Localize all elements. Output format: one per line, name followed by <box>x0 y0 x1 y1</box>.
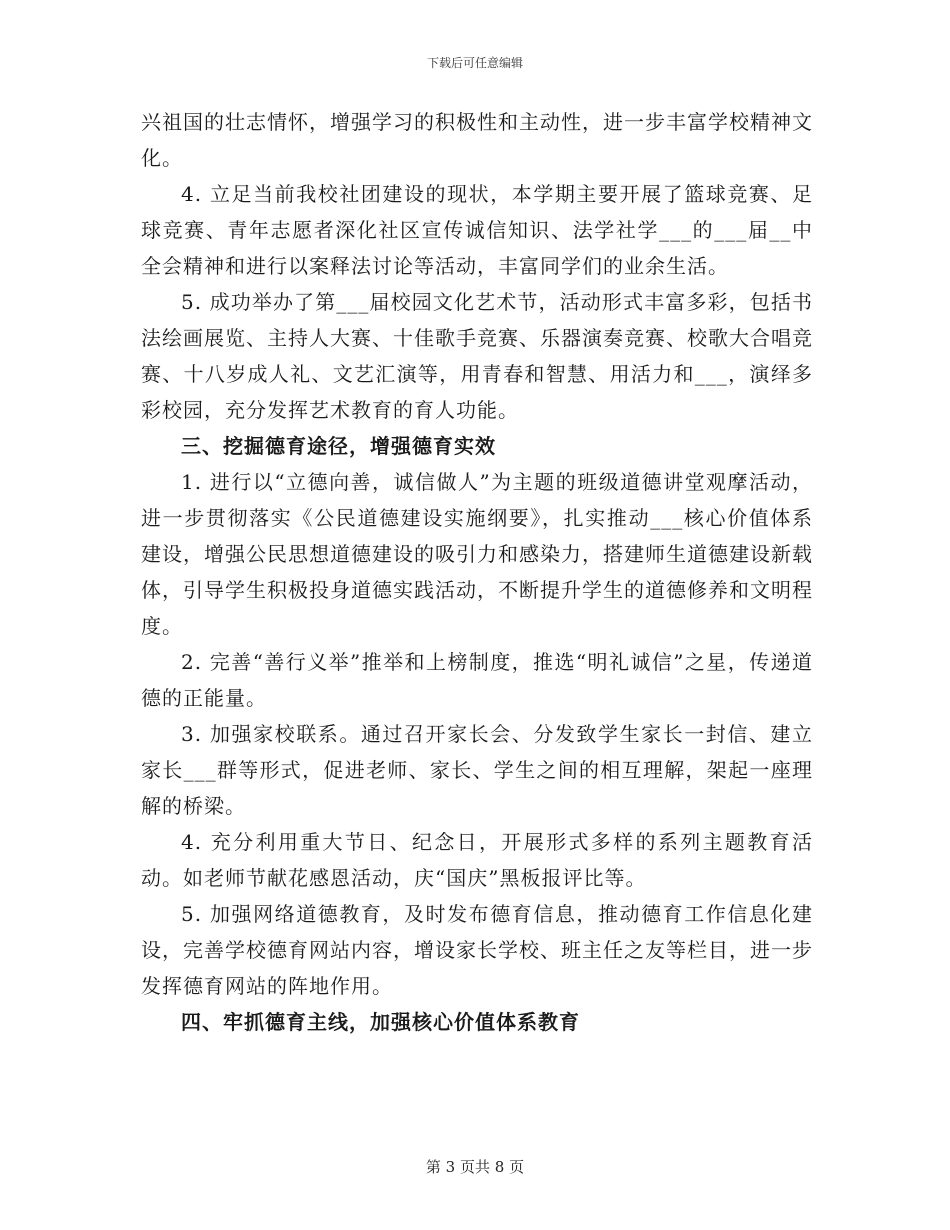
paragraph-continuation: 兴祖国的壮志情怀，增强学习的积极性和主动性，进一步丰富学校精神文化。 <box>141 110 813 170</box>
paragraph-item-1-moral-lecture: 1. 进行以“立德向善，诚信做人”为主题的班级道德讲堂观摩活动，进一步贯彻落实《公民道德建设实施纲要》，扎实推动___核心价值体系建设，增强公民思想道德建设的吸引力和感染力，搭建师生道德建设新载体，引导学生积极投身道德实践活动，不断提升学生的道德修养和文明程度。 <box>141 470 813 638</box>
paragraph-item-4-clubs: 4. 立足当前我校社团建设的现状，本学期主要开展了篮球竞赛、足球竞赛、青年志愿者深化社区宣传诚信知识、法学社学___的___届__中全会精神和进行以案释法讨论等活动，丰富同学们的业余生活。 <box>141 182 813 278</box>
section-heading-3: 三、挖掘德育途径，增强德育实效 <box>181 434 496 458</box>
page-header-note: 下载后可任意编辑 <box>426 56 523 70</box>
paragraph-item-2-good-deeds: 2. 完善“善行义举”推举和上榜制度，推选“明礼诚信”之星，传递道德的正能量。 <box>141 650 813 710</box>
document-body <box>141 104 813 1040</box>
paragraph-item-5-art-festival: 5. 成功举办了第___届校园文化艺术节，活动形式丰富多彩，包括书法绘画展览、主持人大赛、十佳歌手竞赛、乐器演奏竞赛、校歌大合唱竞赛、十八岁成人礼、文艺汇演等，用青春和智慧、用活力和___，演绎多彩校园，充分发挥艺术教育的育人功能。 <box>141 290 813 422</box>
paragraph-item-3-home-school: 3. 加强家校联系。通过召开家长会、分发致学生家长一封信、建立家长___群等形式，促进老师、家长、学生之间的相互理解，架起一座理解的桥梁。 <box>141 722 813 818</box>
page-number: 第 3 页共 8 页 <box>425 1158 525 1176</box>
paragraph-item-4-festivals: 4. 充分利用重大节日、纪念日，开展形式多样的系列主题教育活动。如老师节献花感恩活动，庆“国庆”黑板报评比等。 <box>141 830 813 890</box>
section-heading-4: 四、牢抓德育主线，加强核心价值体系教育 <box>181 1010 580 1034</box>
paragraph-item-5-online-moral: 5. 加强网络道德教育，及时发布德育信息，推动德育工作信息化建设，完善学校德育网站内容，增设家长学校、班主任之友等栏目，进一步发挥德育网站的阵地作用。 <box>141 902 813 998</box>
